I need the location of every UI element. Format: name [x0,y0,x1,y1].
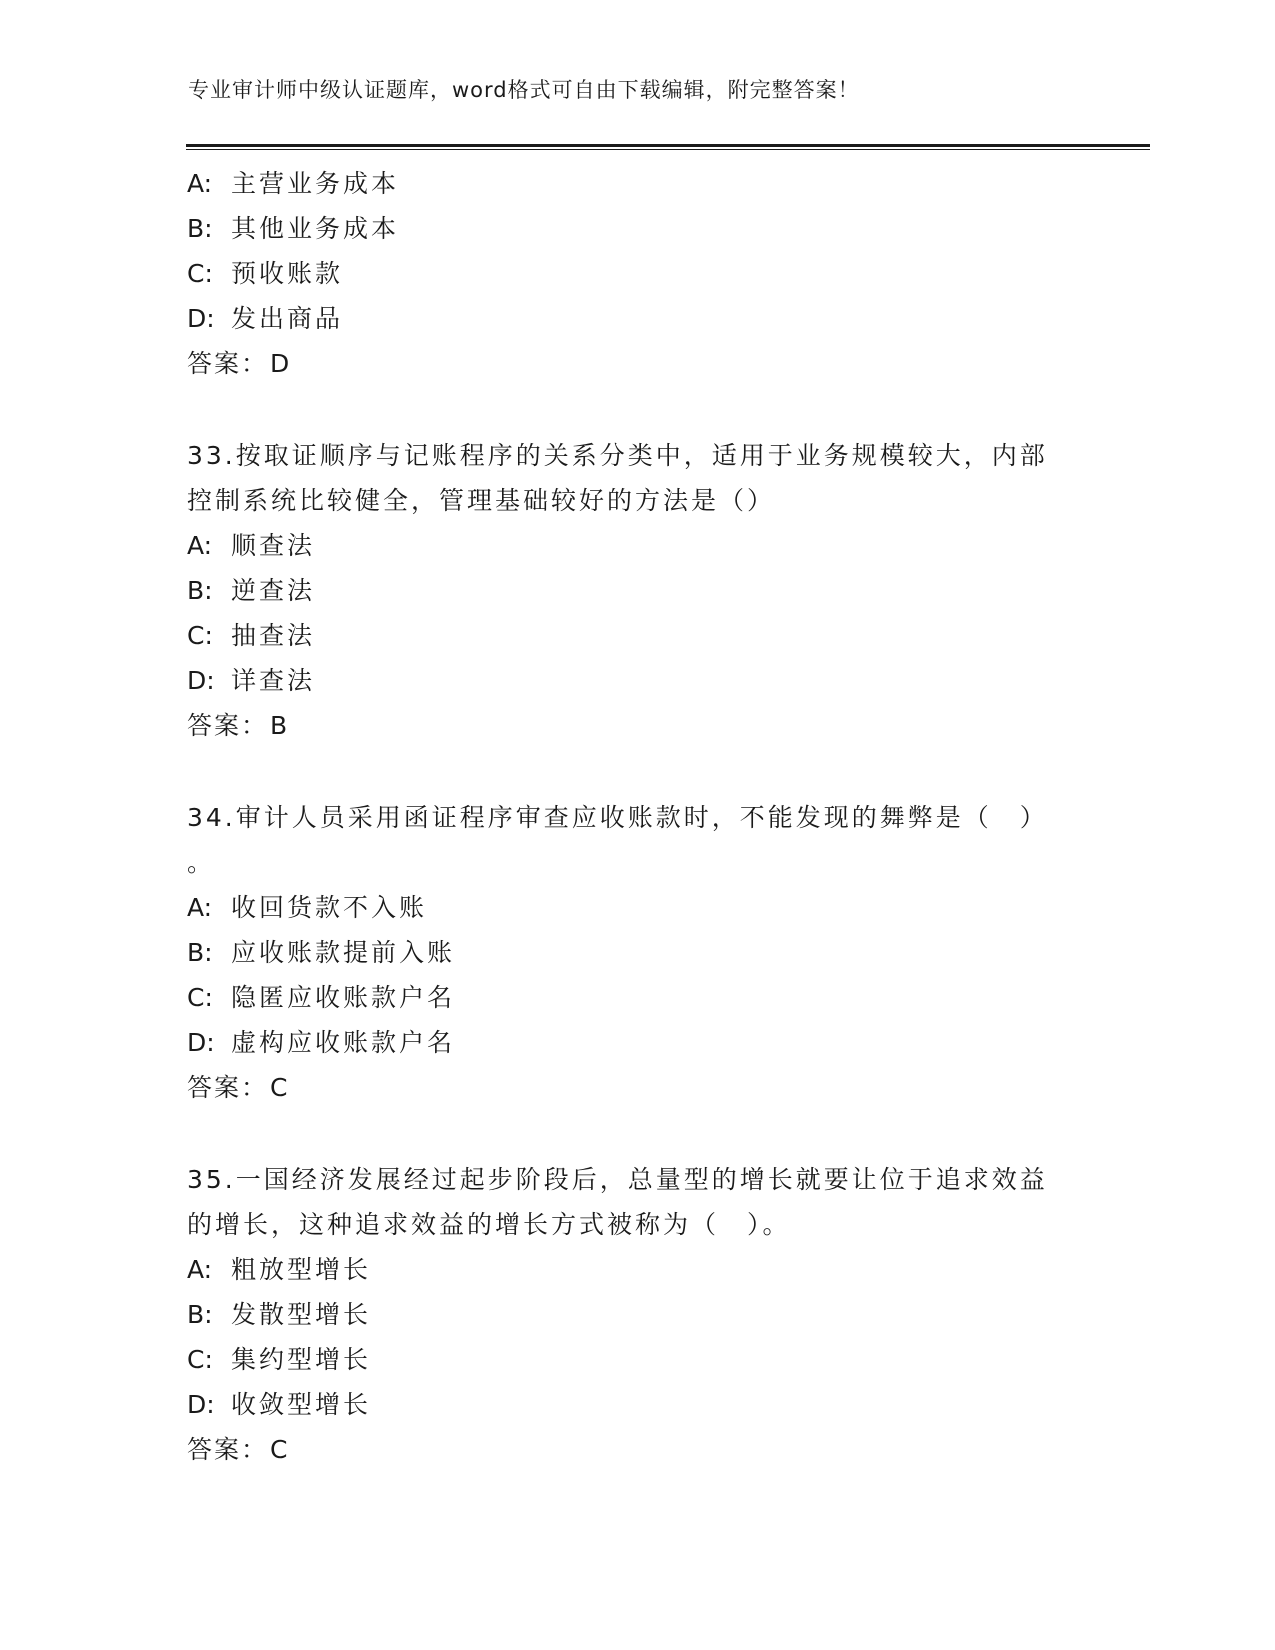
answer-option [187,296,1087,341]
option-letter: B: [187,576,213,605]
option-text: 主营业务成本 [231,169,400,198]
option-text: 发散型增长 [231,1300,372,1329]
answer-line [187,1427,1087,1472]
answer-option [187,885,1087,930]
option-letter: A: [187,893,213,922]
option-text: 发出商品 [231,304,344,333]
option-text: 抽查法 [231,621,316,650]
answer-label: 答案： [187,711,269,740]
question-text: 33.按取证顺序与记账程序的关系分类中，适用于业务规模较大，内部 [187,441,1048,470]
option-letter: B: [187,1300,213,1329]
answer-option [187,930,1087,975]
answer-option [187,1337,1087,1382]
answer-option [187,523,1087,568]
option-letter: A: [187,531,213,560]
answer-option [187,975,1087,1020]
option-letter: C: [187,259,213,288]
answer-option [187,658,1087,703]
answer-value: C [270,1073,288,1102]
option-text: 粗放型增长 [231,1255,372,1284]
option-text: 虚构应收账款户名 [231,1028,456,1057]
option-letter: B: [187,214,213,243]
header-rule-thick [186,144,1150,147]
option-text: 收敛型增长 [231,1390,372,1419]
question-text: 34.审计人员采用函证程序审查应收账款时，不能发现的舞弊是（ ） [187,803,1048,832]
answer-line [187,341,1087,386]
header-rule-thin [186,149,1150,150]
option-text: 顺查法 [231,531,316,560]
option-text: 预收账款 [231,259,344,288]
block-spacer [187,748,1087,795]
answer-label: 答案： [187,1435,269,1464]
block-spacer [187,1110,1087,1157]
option-letter: A: [187,1255,213,1284]
answer-value: C [270,1435,288,1464]
question-text: 。 [187,848,216,877]
page-header: 专业审计师中级认证题库，word格式可自由下载编辑，附完整答案！ [188,78,860,102]
answer-option [187,161,1087,206]
option-letter: B: [187,938,213,967]
answer-line [187,703,1087,748]
answer-option [187,1292,1087,1337]
option-letter: D: [187,304,215,333]
option-text: 详查法 [231,666,316,695]
answer-line [187,1065,1087,1110]
answer-option [187,568,1087,613]
question-list [187,161,1087,1472]
answer-label: 答案： [187,1073,269,1102]
option-text: 其他业务成本 [231,214,400,243]
question-block [187,433,1087,748]
option-text: 收回货款不入账 [231,893,428,922]
question-block [187,161,1087,386]
option-letter: D: [187,1028,215,1057]
answer-option [187,613,1087,658]
question-text: 控制系统比较健全，管理基础较好的方法是（） [187,486,776,515]
option-letter: D: [187,1390,215,1419]
answer-value: B [270,711,288,740]
option-letter: C: [187,983,213,1012]
option-letter: C: [187,621,213,650]
answer-value: D [270,349,290,378]
question-text: 的增长，这种追求效益的增长方式被称为（ ）。 [187,1210,791,1239]
question-block [187,1157,1087,1472]
option-text: 隐匿应收账款户名 [231,983,456,1012]
answer-option [187,1247,1087,1292]
option-text: 集约型增长 [231,1345,372,1374]
answer-option [187,1020,1087,1065]
answer-option [187,1382,1087,1427]
option-text: 应收账款提前入账 [231,938,456,967]
question-block [187,795,1087,1110]
answer-label: 答案： [187,349,269,378]
option-letter: C: [187,1345,213,1374]
option-text: 逆查法 [231,576,316,605]
option-letter: A: [187,169,213,198]
answer-option [187,206,1087,251]
question-text: 35.一国经济发展经过起步阶段后，总量型的增长就要让位于追求效益 [187,1165,1048,1194]
option-letter: D: [187,666,215,695]
block-spacer [187,386,1087,433]
answer-option [187,251,1087,296]
